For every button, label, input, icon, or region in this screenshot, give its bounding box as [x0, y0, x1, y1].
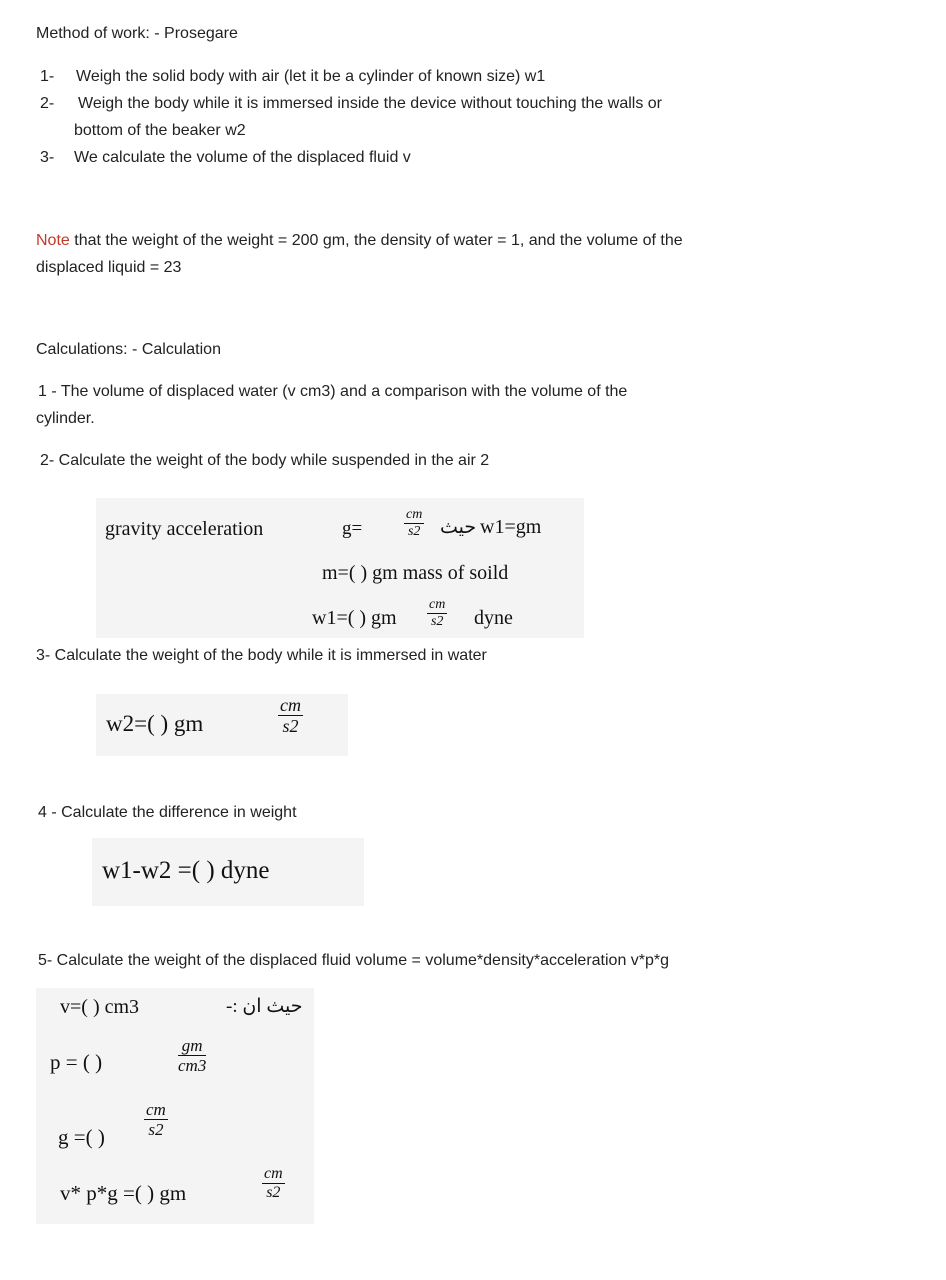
- question-3: 3- Calculate the weight of the body while it is immersed in water: [36, 647, 487, 664]
- arabic-where-note: حيث ان :-: [226, 996, 303, 1017]
- g-value-equation: g =( ): [58, 1125, 105, 1149]
- w2-equation: w2=( ) gm: [106, 711, 204, 736]
- w1-unit-denominator: s2: [430, 614, 444, 629]
- p-unit-denominator: cm3: [178, 1056, 207, 1075]
- arabic-where: حيث: [440, 517, 477, 538]
- w1-unit-fraction: [427, 598, 447, 629]
- note-label: Note: [36, 232, 70, 249]
- vpg-unit-denominator: s2: [266, 1184, 281, 1201]
- question-5: 5- Calculate the weight of the displaced fluid volume = volume*density*acceleration v*p*g: [38, 952, 670, 969]
- calculations-heading: Calculations: - Calculation: [36, 341, 221, 358]
- g-value-unit-fraction: [144, 1101, 168, 1138]
- vpg-unit-fraction: [262, 1166, 285, 1201]
- dyne-unit: dyne: [474, 607, 513, 629]
- step-2-text: Weigh the body while it is immersed inside the device without touching the walls or: [78, 95, 662, 112]
- w2-unit-denominator: s2: [282, 716, 299, 736]
- note-text: that the weight of the weight = 200 gm, the density of water = 1, and the volume of the: [69, 232, 683, 249]
- v-equation: v=( ) cm3: [60, 996, 140, 1018]
- note-continuation: displaced liquid = 23: [36, 259, 182, 276]
- gravity-acceleration-label: gravity acceleration: [105, 518, 264, 540]
- question-1-line-2: cylinder.: [36, 410, 95, 427]
- method-heading: Method of work: - Prosegare: [36, 25, 238, 42]
- g-equals: g=: [342, 518, 363, 539]
- w1-equals-gm: w1=gm: [480, 516, 542, 538]
- g-value-unit-denominator: s2: [148, 1120, 164, 1139]
- weight-difference-equation: w1-w2 =( ) dyne: [102, 857, 270, 884]
- w1-unit-numerator: cm: [429, 597, 446, 612]
- w1-equation: w1=( ) gm: [312, 607, 397, 629]
- p-unit-fraction: [178, 1037, 206, 1074]
- note-paragraph: [36, 231, 683, 251]
- vpg-unit-numerator: cm: [264, 1165, 283, 1182]
- step-3-text: We calculate the volume of the displaced fluid v: [74, 149, 411, 166]
- g-value-unit-numerator: cm: [146, 1100, 166, 1119]
- step-1-number: 1-: [40, 68, 55, 85]
- g-unit-numerator: cm: [406, 507, 423, 522]
- step-2-continuation: bottom of the beaker w2: [74, 122, 246, 139]
- w2-unit-fraction: [278, 696, 303, 735]
- w2-unit-numerator: cm: [280, 695, 301, 715]
- g-unit-denominator: s2: [407, 524, 421, 539]
- p-unit-numerator: gm: [178, 1037, 206, 1056]
- step-2-number: 2-: [40, 95, 55, 112]
- step-1-text: Weigh the solid body with air (let it be a cylinder of known size) w1: [76, 68, 546, 85]
- vpg-equation: v* p*g =( ) gm: [60, 1181, 187, 1205]
- step-3-number: 3-: [40, 149, 55, 166]
- question-1-line-1: 1 - The volume of displaced water (v cm3) and a comparison with the volume of the: [38, 383, 628, 400]
- mass-of-solid-equation: m=( ) gm mass of soild: [322, 562, 509, 584]
- p-equation: p = ( ): [50, 1050, 103, 1074]
- g-unit-fraction: [404, 508, 424, 539]
- question-2: 2- Calculate the weight of the body while suspended in the air 2: [40, 452, 490, 469]
- question-4: 4 - Calculate the difference in weight: [38, 804, 297, 821]
